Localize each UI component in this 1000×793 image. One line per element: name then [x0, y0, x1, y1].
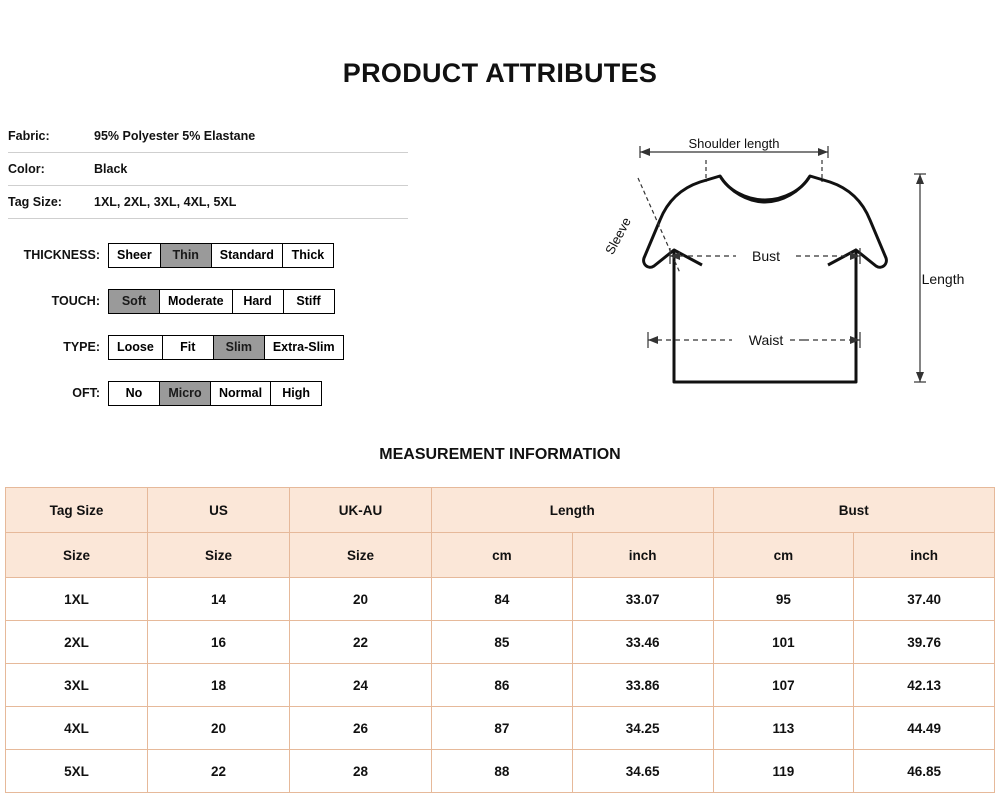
- cell-length-inch: 33.07: [572, 578, 713, 621]
- measurement-title: MEASUREMENT INFORMATION: [379, 446, 621, 463]
- option-choice-slim[interactable]: Slim: [213, 335, 265, 360]
- attribute-value: 95% Polyester 5% Elastane: [94, 129, 256, 143]
- cell-bust-inch: 39.76: [854, 621, 995, 664]
- cell-uk-au: 26: [290, 707, 432, 750]
- attribute-row-color: [8, 153, 408, 186]
- cell-tag-size: 1XL: [6, 578, 148, 621]
- cell-bust-inch: 37.40: [854, 578, 995, 621]
- cell-bust-inch: 42.13: [854, 664, 995, 707]
- cell-us: 14: [148, 578, 290, 621]
- cell-bust-cm: 113: [713, 707, 854, 750]
- option-choice-extra-slim[interactable]: Extra-Slim: [264, 335, 344, 360]
- header-tag-size: Tag Size: [6, 488, 148, 533]
- option-choices-thickness: [108, 243, 333, 268]
- attribute-value: 1XL, 2XL, 3XL, 4XL, 5XL: [94, 195, 237, 209]
- option-choice-sheer[interactable]: Sheer: [108, 243, 161, 268]
- attribute-row-fabric: [8, 120, 408, 153]
- subheader-size-tag: Size: [6, 533, 148, 578]
- cell-length-cm: 87: [432, 707, 573, 750]
- table-row: [6, 707, 995, 750]
- table-row: [6, 621, 995, 664]
- option-row-thickness: [8, 232, 428, 278]
- attribute-label: Tag Size:: [8, 195, 62, 209]
- cell-us: 22: [148, 750, 290, 793]
- bust-label: Bust: [751, 248, 781, 264]
- cell-bust-inch: 44.49: [854, 707, 995, 750]
- cell-length-cm: 88: [432, 750, 573, 793]
- option-choices-touch: [108, 289, 334, 314]
- table-row: [6, 578, 995, 621]
- tshirt-measurement-diagram: [560, 130, 990, 420]
- option-label-touch: TOUCH:: [51, 294, 100, 308]
- option-choices-type: [108, 335, 343, 360]
- page-title: PRODUCT ATTRIBUTES: [342, 58, 658, 88]
- table-header-row-top: [6, 488, 995, 533]
- subheader-size-uk: Size: [290, 533, 432, 578]
- option-choice-soft[interactable]: Soft: [108, 289, 160, 314]
- option-choice-thick[interactable]: Thick: [282, 243, 334, 268]
- subheader-length-inch: inch: [572, 533, 713, 578]
- cell-us: 18: [148, 664, 290, 707]
- cell-bust-cm: 101: [713, 621, 854, 664]
- cell-tag-size: 3XL: [6, 664, 148, 707]
- option-choice-normal[interactable]: Normal: [210, 381, 271, 406]
- table-row: [6, 664, 995, 707]
- attribute-row-tag-size: [8, 186, 408, 219]
- header-uk-au: UK-AU: [290, 488, 432, 533]
- cell-bust-cm: 95: [713, 578, 854, 621]
- table-header-row-sub: [6, 533, 995, 578]
- length-label: Length: [921, 271, 965, 287]
- cell-tag-size: 2XL: [6, 621, 148, 664]
- waist-label: Waist: [748, 332, 784, 348]
- cell-bust-inch: 46.85: [854, 750, 995, 793]
- option-label-oft: OFT:: [72, 386, 100, 400]
- cell-us: 16: [148, 621, 290, 664]
- sleeve-label: Sleeve: [602, 214, 634, 257]
- subheader-length-cm: cm: [432, 533, 573, 578]
- option-choice-hard[interactable]: Hard: [232, 289, 284, 314]
- cell-uk-au: 28: [290, 750, 432, 793]
- measurement-table: [5, 487, 995, 793]
- subheader-bust-inch: inch: [854, 533, 995, 578]
- header-length: Length: [432, 488, 714, 533]
- shoulder-length-label: Shoulder length: [688, 136, 780, 151]
- cell-uk-au: 22: [290, 621, 432, 664]
- cell-length-cm: 86: [432, 664, 573, 707]
- option-rows: [8, 232, 428, 416]
- cell-uk-au: 20: [290, 578, 432, 621]
- cell-length-inch: 34.25: [572, 707, 713, 750]
- cell-tag-size: 5XL: [6, 750, 148, 793]
- option-choice-moderate[interactable]: Moderate: [159, 289, 233, 314]
- cell-length-cm: 84: [432, 578, 573, 621]
- option-label-thickness: THICKNESS:: [23, 248, 100, 262]
- cell-length-inch: 34.65: [572, 750, 713, 793]
- attribute-list: [8, 120, 408, 219]
- option-row-type: [8, 324, 428, 370]
- option-choice-loose[interactable]: Loose: [108, 335, 163, 360]
- cell-length-cm: 85: [432, 621, 573, 664]
- option-choice-fit[interactable]: Fit: [162, 335, 214, 360]
- table-row: [6, 750, 995, 793]
- cell-uk-au: 24: [290, 664, 432, 707]
- option-row-touch: [8, 278, 428, 324]
- subheader-size-us: Size: [148, 533, 290, 578]
- cell-bust-cm: 119: [713, 750, 854, 793]
- cell-us: 20: [148, 707, 290, 750]
- header-us: US: [148, 488, 290, 533]
- option-choice-stiff[interactable]: Stiff: [283, 289, 335, 314]
- cell-bust-cm: 107: [713, 664, 854, 707]
- option-row-oft: [8, 370, 428, 416]
- cell-tag-size: 4XL: [6, 707, 148, 750]
- attribute-label: Fabric:: [8, 129, 50, 143]
- option-choice-no[interactable]: No: [108, 381, 160, 406]
- header-bust: Bust: [713, 488, 995, 533]
- attribute-value: Black: [94, 162, 128, 176]
- option-choice-micro[interactable]: Micro: [159, 381, 211, 406]
- subheader-bust-cm: cm: [713, 533, 854, 578]
- option-label-type: TYPE:: [63, 340, 100, 354]
- option-choice-standard[interactable]: Standard: [211, 243, 283, 268]
- attribute-label: Color:: [8, 162, 45, 176]
- option-choice-thin[interactable]: Thin: [160, 243, 212, 268]
- option-choice-high[interactable]: High: [270, 381, 322, 406]
- cell-length-inch: 33.86: [572, 664, 713, 707]
- cell-length-inch: 33.46: [572, 621, 713, 664]
- option-choices-oft: [108, 381, 321, 406]
